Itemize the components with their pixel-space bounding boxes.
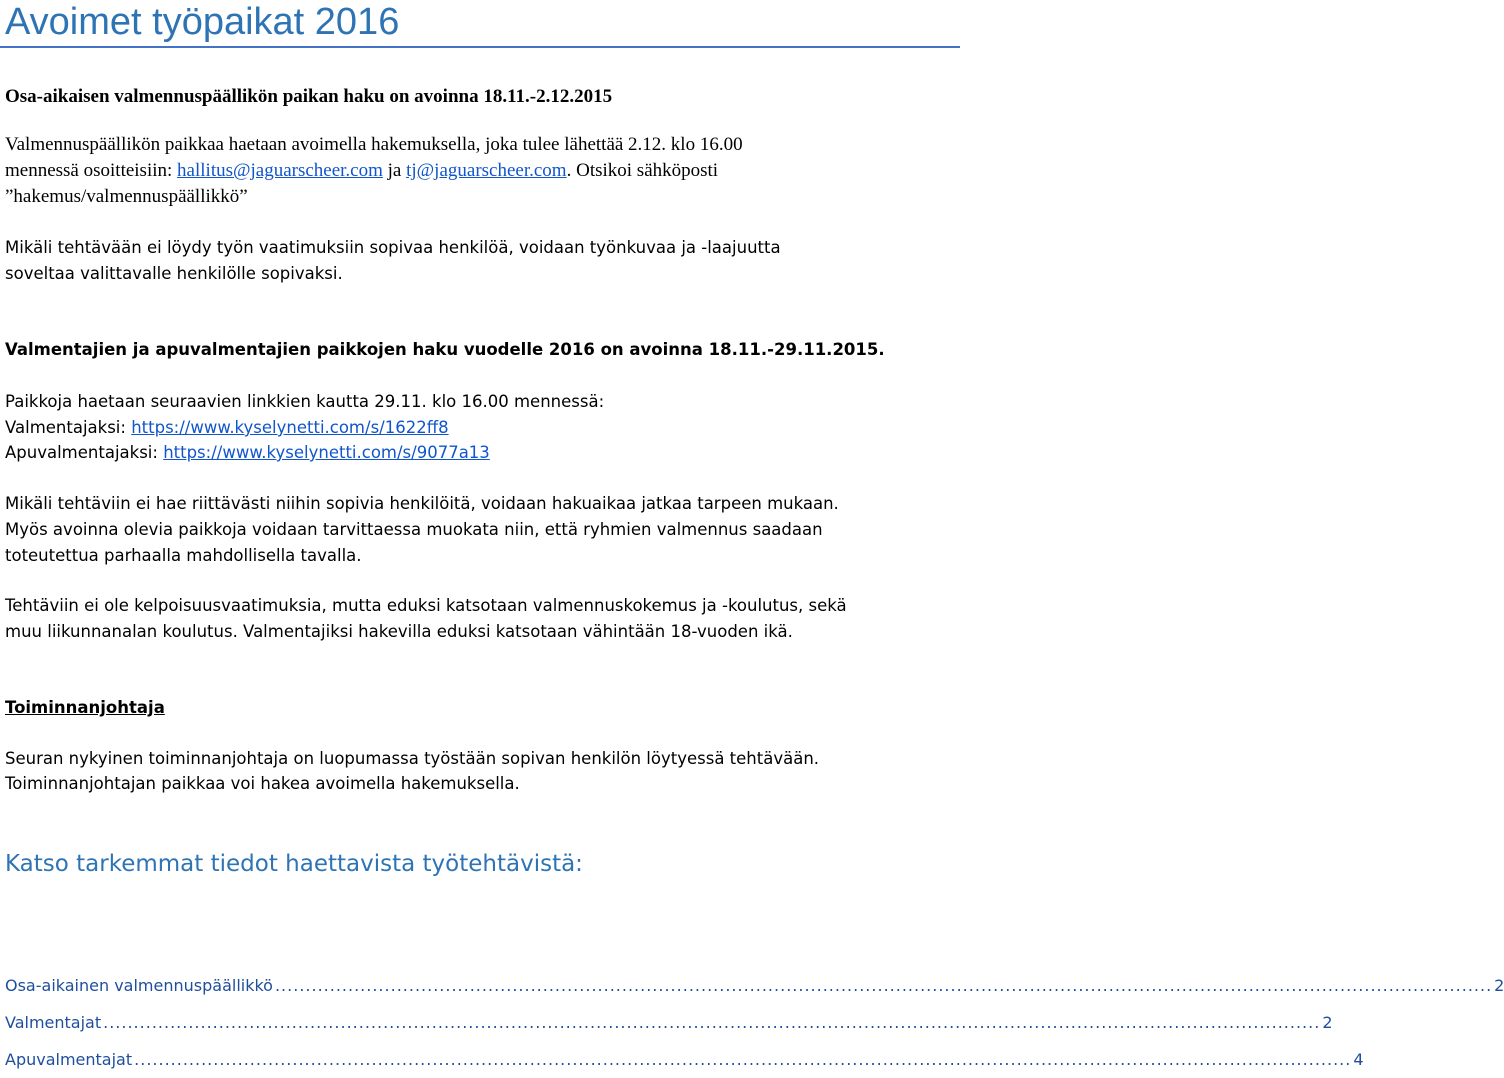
section3-line1: Seuran nykyinen toiminnanjohtaja on luopumassa työstään sopivan henkilön löytyessä tehtävään. bbox=[5, 749, 820, 768]
toc-item-page: 2 bbox=[1322, 1013, 1333, 1032]
email-link-hallitus[interactable]: hallitus@jaguarscheer.com bbox=[177, 160, 383, 181]
section1-line2-suffix: . Otsikoi sähköposti bbox=[566, 160, 719, 181]
section2-para3-line2: muu liikunnanalan koulutus. Valmentajiksi hakevilla eduksi katsotaan vähintään 18-vuoden ikä. bbox=[5, 622, 793, 641]
assistant-application-link[interactable]: https://www.kyselynetti.com/s/9077a13 bbox=[163, 443, 490, 462]
toiminnanjohtaja-heading: Toiminnanjohtaja bbox=[5, 698, 165, 717]
toc-item-page: 2 bbox=[1494, 976, 1504, 995]
toc-item-valmentajat[interactable] bbox=[5, 1013, 1333, 1032]
section1-line2-prefix: mennessä osoitteisiin: bbox=[5, 160, 178, 181]
title-rule bbox=[0, 46, 960, 48]
section1-line3: ”hakemus/valmennuspäällikkö” bbox=[5, 186, 248, 207]
assistant-link-row bbox=[5, 443, 490, 462]
section3-line2: Toiminnanjohtajan paikkaa voi hakea avoimella hakemuksella. bbox=[5, 774, 520, 793]
valmennuspaallikko-heading: Osa-aikaisen valmennuspäällikön paikan haku on avoinna 18.11.-2.12.2015 bbox=[5, 86, 613, 107]
toc-item-label: Apuvalmentajat bbox=[5, 1050, 133, 1069]
toc-item-apuvalmentajat[interactable] bbox=[5, 1050, 1364, 1069]
toc-item-page: 4 bbox=[1353, 1050, 1364, 1069]
section1-para2-line1: Mikäli tehtävään ei löydy työn vaatimuksiin sopivaa henkilöä, voidaan työnkuvaa ja -laajuutta bbox=[5, 238, 781, 257]
toc-item-label: Valmentajat bbox=[5, 1013, 102, 1032]
section2-para3-line1: Tehtäviin ei ole kelpoisuusvaatimuksia, mutta eduksi katsotaan valmennuskokemus ja -koulutus, sekä bbox=[5, 596, 847, 615]
toc-item-valmennuspaallikko[interactable] bbox=[5, 976, 1504, 995]
section1-line1: Valmennuspäällikön paikkaa haetaan avoimella hakemuksella, joka tulee lähettää 2.12. klo 16.00 bbox=[5, 134, 743, 155]
toc-heading: Katso tarkemmat tiedot haettavista työtehtävistä: bbox=[5, 851, 583, 877]
valmentajat-heading: Valmentajien ja apuvalmentajien paikkojen haku vuodelle 2016 on avoinna 18.11.-29.11.2015. bbox=[5, 340, 885, 359]
toc-leader-dots: ........................................................................................................................................................................................................ bbox=[134, 1050, 1352, 1069]
coach-label: Valmentajaksi: bbox=[5, 418, 132, 437]
coach-application-link[interactable]: https://www.kyselynetti.com/s/1622ff8 bbox=[131, 418, 449, 437]
email-link-tj[interactable]: tj@jaguarscheer.com bbox=[406, 160, 567, 181]
toc-item-label: Osa-aikainen valmennuspäällikkö bbox=[5, 976, 273, 995]
toc-leader-dots: ........................................................................................................................................................................................................ bbox=[103, 1013, 1321, 1032]
section1-para2-line2: soveltaa valittavalle henkilölle sopivaksi. bbox=[5, 264, 343, 283]
assistant-label: Apuvalmentajaksi: bbox=[5, 443, 164, 462]
section2-line1: Paikkoja haetaan seuraavien linkkien kautta 29.11. klo 16.00 mennessä: bbox=[5, 392, 605, 411]
section1-line2-mid: ja bbox=[382, 160, 407, 181]
toc-leader-dots: ........................................................................................................................................................................................................ bbox=[274, 976, 1493, 995]
section2-para2-line3: toteutettua parhaalla mahdollisella tavalla. bbox=[5, 546, 362, 565]
section1-line2 bbox=[5, 160, 718, 182]
coach-link-row bbox=[5, 418, 449, 437]
section2-para2-line1: Mikäli tehtäviin ei hae riittävästi niihin sopivia henkilöitä, voidaan hakuaikaa jatkaa tarpeen mukaan. bbox=[5, 494, 839, 513]
document-title: Avoimet työpaikat 2016 bbox=[5, 1, 400, 43]
section2-para2-line2: Myös avoinna olevia paikkoja voidaan tarvittaessa muokata niin, että ryhmien valmennus saadaan bbox=[5, 520, 823, 539]
